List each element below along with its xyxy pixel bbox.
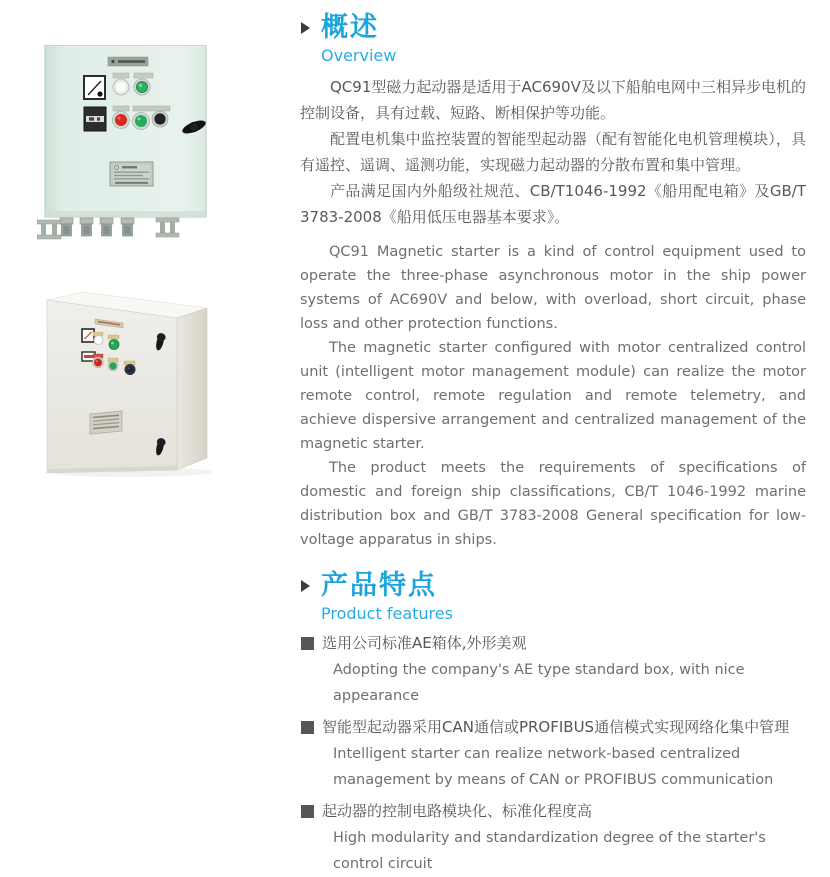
overview-paragraph-en: The product meets the requirements of specifications of domestic and foreign ship classifications, CB/T 1046-1992 marine distribution box and GB/T 3783-2008 General specification for low-voltage apparatus in ships. xyxy=(300,460,806,548)
indicator-light-white xyxy=(113,79,129,95)
nameplate xyxy=(90,411,122,434)
push-button-navy xyxy=(124,361,135,375)
enclosure-side-face xyxy=(177,308,207,470)
feature-item xyxy=(300,714,806,793)
enclosure-body xyxy=(45,45,206,217)
section-marker-icon xyxy=(301,22,310,34)
enclosure-bottom-shade xyxy=(45,211,206,217)
features-header xyxy=(300,570,806,624)
section-product-features xyxy=(300,570,806,877)
indicator-light-green xyxy=(134,79,150,95)
push-button-red xyxy=(113,112,130,129)
overview-paragraph-cn: 产品满足国内外船级社规范、CB/T1046-1992《船用配电箱》及GB/T 3783-2008《船用低压电器基本要求》。 xyxy=(300,182,806,226)
section-marker-icon xyxy=(301,580,310,592)
overview-paragraph-en: The magnetic starter configured with motor centralized control unit (intelligent motor management module) can realize the motor remote control, remote regulation and remote telemetry, and achieve dispersive arrangement and centralized management of the magnetic starter. xyxy=(300,340,806,452)
indicator-light-green xyxy=(108,335,119,350)
overview-paragraph-en: QC91 Magnetic starter is a kind of control equipment used to operate the three-phase asynchronous motor in the ship power systems of AC690V and below, with overload, short circuit, phase loss and other protection functions. xyxy=(300,244,806,332)
product-photo-front-view xyxy=(37,45,217,243)
push-button-labels xyxy=(113,106,170,111)
cabinet-front-illustration xyxy=(37,45,217,243)
feature-text-en: Intelligent starter can realize network-based centralized management by means of CAN or PROFIBUS communication xyxy=(333,746,774,788)
push-button-black xyxy=(152,111,168,127)
feature-list xyxy=(300,630,806,877)
ammeter xyxy=(84,76,105,99)
top-label-strip xyxy=(108,57,148,66)
feature-text-cn: 智能型起动器采用CAN通信或PROFIBUS通信模式实现网络化集中管理 xyxy=(322,718,790,736)
circuit-breaker xyxy=(84,107,106,131)
content-column xyxy=(300,12,806,877)
feature-text-en: High modularity and standardization degree of the starter's control circuit xyxy=(333,830,766,872)
push-button-red xyxy=(93,354,104,368)
push-button-green xyxy=(108,358,118,371)
product-photo-angled-view xyxy=(45,288,237,480)
features-title-en: Product features xyxy=(321,604,453,623)
features-title-cn: 产品特点 xyxy=(321,570,437,601)
feature-bullet-icon xyxy=(301,637,314,650)
feature-text-cn: 选用公司标准AE箱体,外形美观 xyxy=(322,634,527,652)
overview-paragraph-cn: QC91型磁力起动器是适用于AC690V及以下船舶电网中三相异步电机的控制设备，具有过载、短路、断相保护等功能。 xyxy=(300,78,806,122)
feature-item xyxy=(300,798,806,877)
overview-title-en: Overview xyxy=(321,46,397,65)
feature-text-cn: 起动器的控制电路模块化、标准化程度高 xyxy=(322,802,593,820)
push-button-green xyxy=(133,113,150,130)
section-overview xyxy=(300,12,806,552)
feature-heading-cn xyxy=(300,798,806,825)
overview-title-cn: 概述 xyxy=(321,12,379,43)
overview-paragraph-cn: 配置电机集中监控装置的智能型起动器（配有智能化电机管理模块），具有遥控、遥调、遥测功能，实现磁力起动器的分散布置和集中管理。 xyxy=(300,130,806,174)
feature-item xyxy=(300,630,806,709)
indicator-light-white xyxy=(93,332,103,345)
overview-header xyxy=(300,12,806,66)
cable-glands xyxy=(60,218,134,236)
ammeter xyxy=(82,329,94,342)
feature-heading-cn xyxy=(300,714,806,741)
feature-heading-cn xyxy=(300,630,806,657)
feature-bullet-icon xyxy=(301,805,314,818)
feature-text-en: Adopting the company's AE type standard box, with nice appearance xyxy=(333,662,745,704)
cabinet-angled-illustration xyxy=(45,288,237,480)
nameplate xyxy=(110,162,153,186)
feature-bullet-icon xyxy=(301,721,314,734)
